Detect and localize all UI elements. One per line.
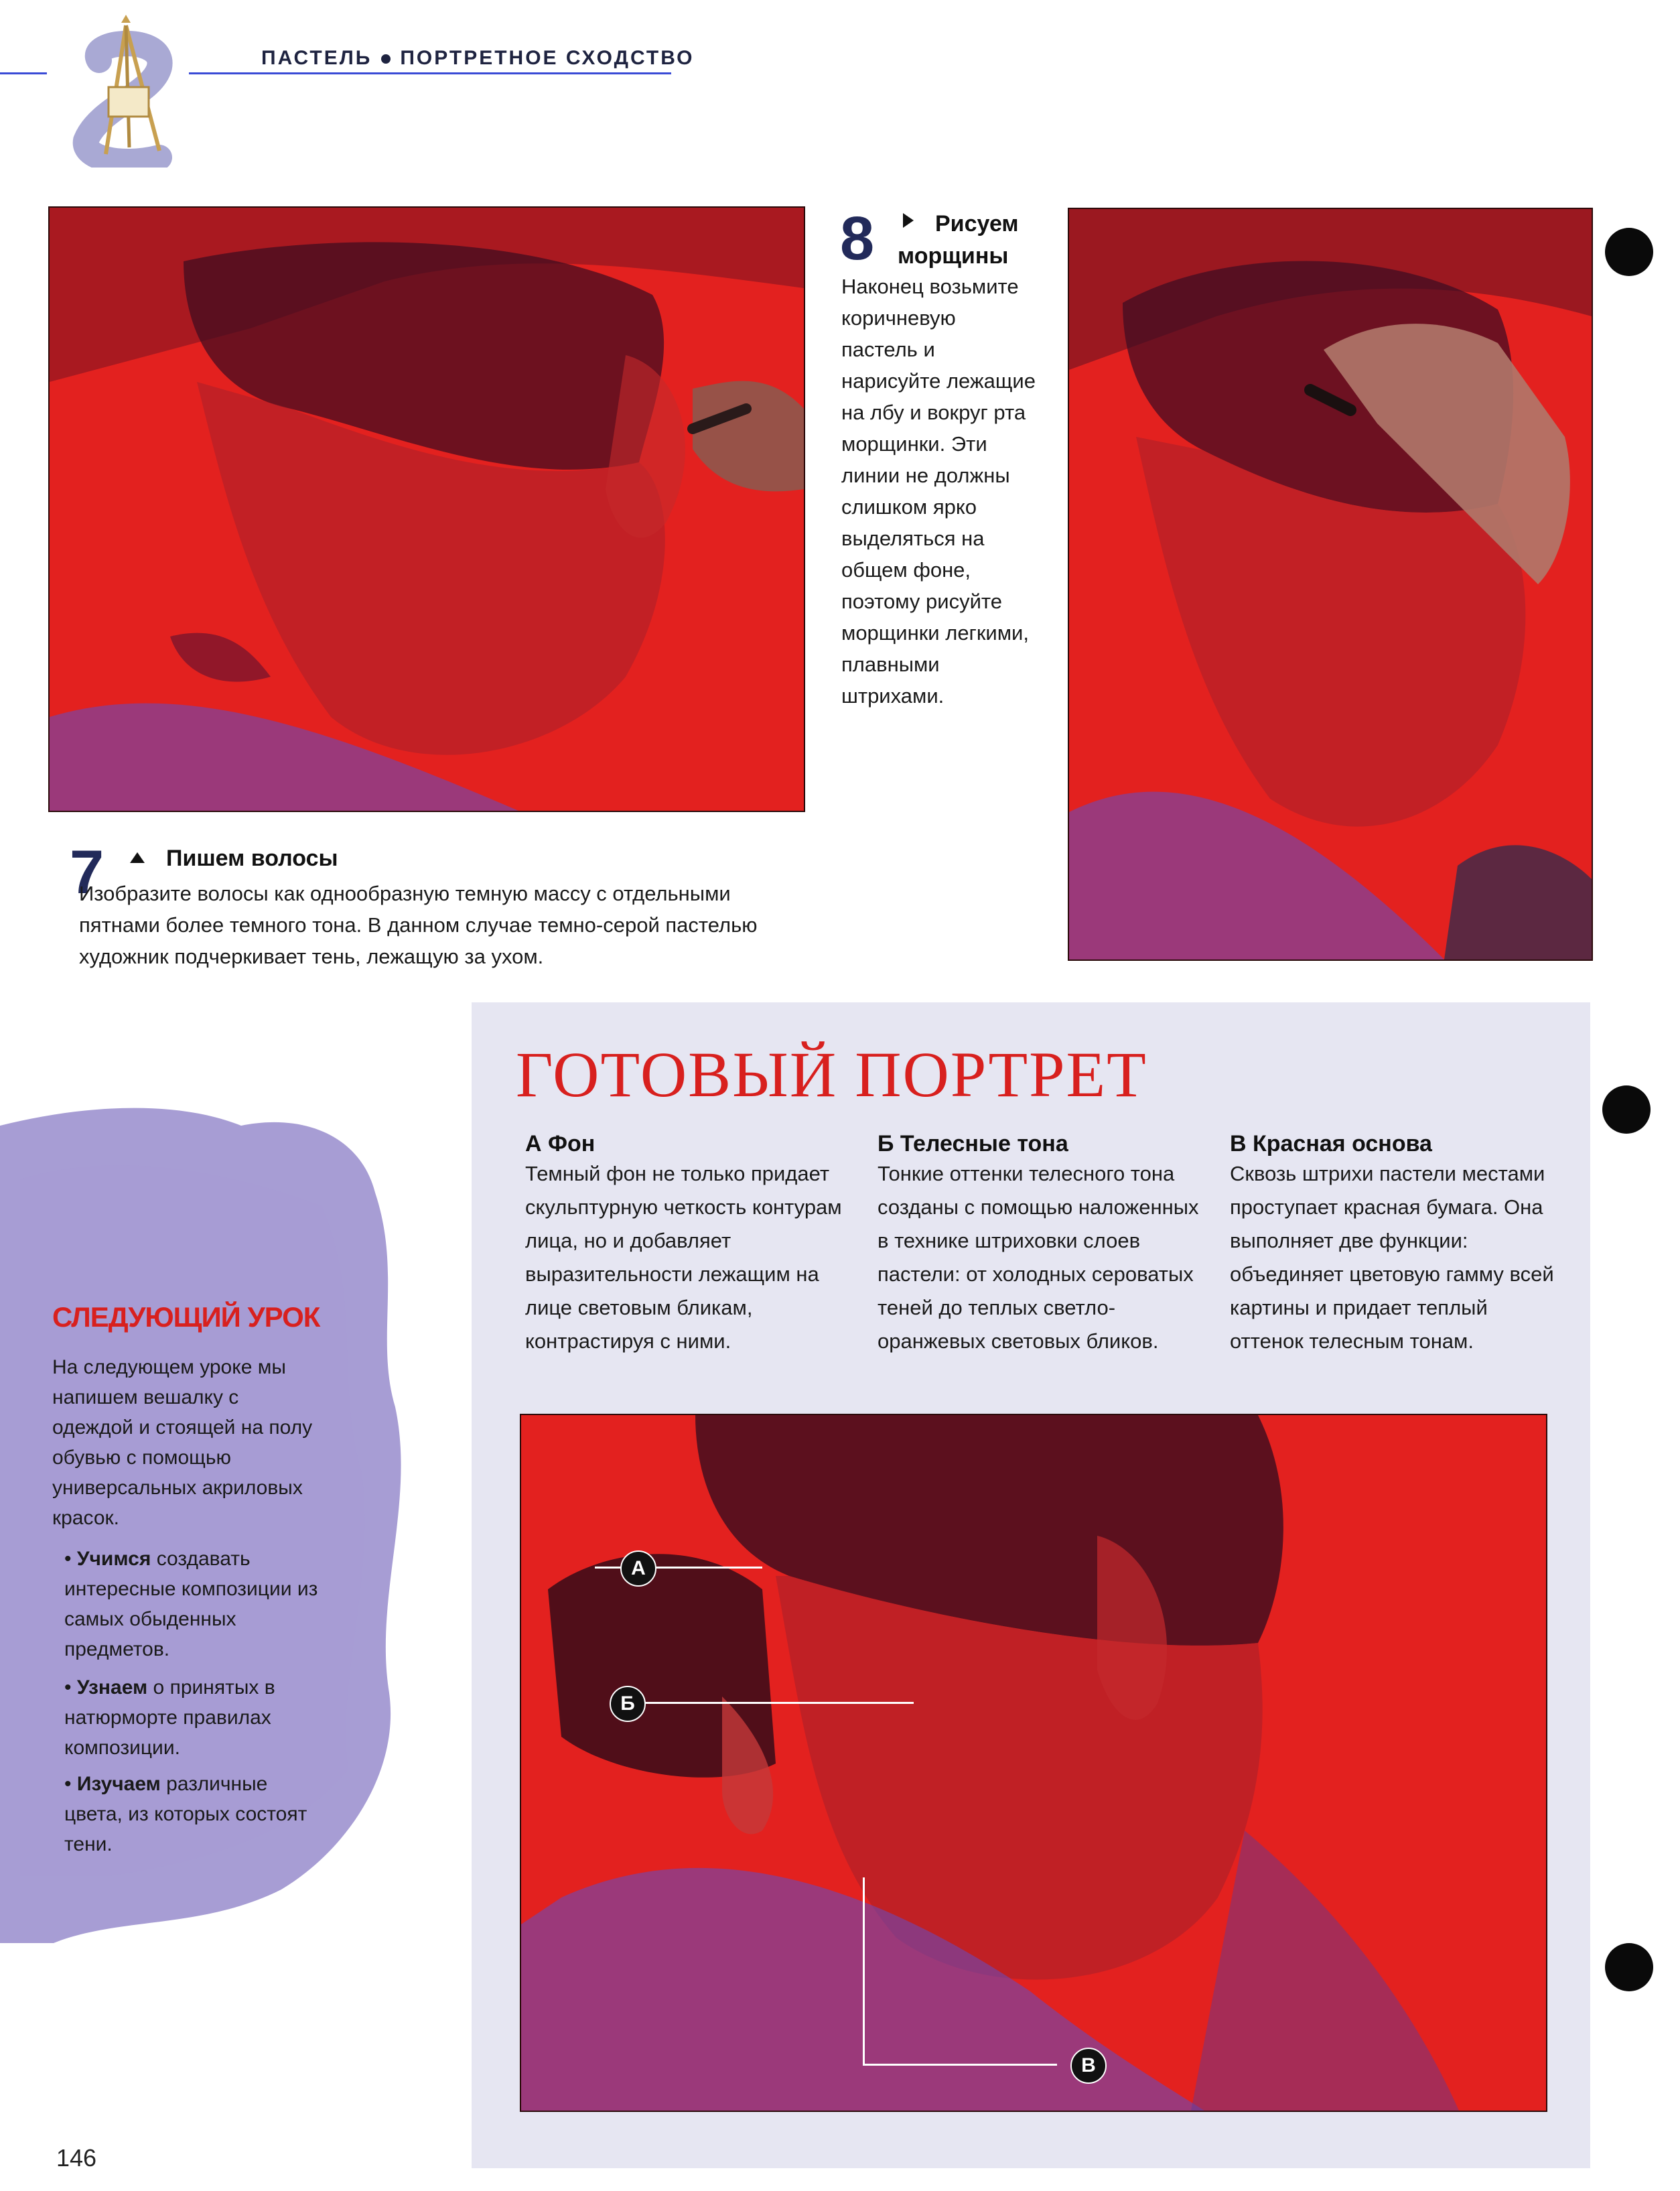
hole-punch-bottom xyxy=(1605,1943,1653,1991)
header-title-part1: ПАСТЕЛЬ xyxy=(261,47,372,69)
step-8-text: Наконец возьмите коричневую пастель и нарисуйте лежащие на лбу и вокруг рта морщинки. Эти линии не должны слишком ярко выделяться на общем фоне, поэтому рисуйте морщинки легкими, плавными штрихами. xyxy=(841,275,1036,708)
bullet-marker: • xyxy=(64,1676,77,1699)
artwork-final-portrait xyxy=(520,1414,1547,2112)
final-column-c xyxy=(1230,1131,1558,1358)
final-column-b xyxy=(878,1131,1212,1358)
leader-line-c-horizontal xyxy=(863,2064,1057,2066)
bullet-marker: • xyxy=(64,1773,77,1795)
column-b-text: Тонкие оттенки телесного тона созданы с помощью наложенных в технике штриховки слоев пастели: от холодных сероватых теней до теплых светло-оранжевых световых бликов. xyxy=(878,1162,1199,1353)
column-b-heading: Б Телесные тона xyxy=(878,1131,1068,1156)
next-lesson-intro: На следующем уроке мы напишем вешалку с одеждой и стоящей на полу обувью с помощью универсальных акриловых красок. xyxy=(52,1356,313,1529)
column-c-heading: В Красная основа xyxy=(1230,1131,1432,1156)
bullet-2-rest: о принятых в натюрморте правилах композиции. xyxy=(64,1676,275,1759)
easel-icon xyxy=(59,13,193,168)
section-badge xyxy=(59,13,193,168)
marker-c: В xyxy=(1070,2048,1107,2084)
leader-line-c-vertical xyxy=(863,1877,865,2065)
artwork-step-7 xyxy=(48,206,805,812)
column-a-heading: А Фон xyxy=(525,1131,596,1156)
step-7-heading: Пишем волосы xyxy=(166,846,338,871)
step-7-number: 7 xyxy=(70,838,104,907)
next-lesson-bullet-1 xyxy=(64,1544,319,1664)
running-header xyxy=(261,47,694,70)
column-a-text: Темный фон не только придает скульптурную четкость контурам лица, но и добавляет выразительности лежащим на лице световым бликам, контрастируя с ними. xyxy=(525,1162,842,1353)
header-rule-left xyxy=(0,72,47,74)
hole-punch-middle xyxy=(1602,1085,1651,1134)
artwork-step-8 xyxy=(1068,208,1593,961)
bullet-1-rest: создавать интересные композиции из самых обыденных предметов. xyxy=(64,1548,318,1660)
marker-a: А xyxy=(620,1550,656,1587)
step-8-number: 8 xyxy=(840,204,875,273)
leader-line-b xyxy=(642,1702,914,1704)
next-lesson-title: СЛЕДУЮЩИЙ УРОК xyxy=(52,1301,320,1333)
bullet-2-bold: Узнаем xyxy=(76,1676,148,1699)
column-c-text: Сквозь штрихи пастели местами проступает красная бумага. Она выполняет две функции: объединяет цветовую гамму всей картины и придает теплый оттенок телесным тонам. xyxy=(1230,1162,1554,1353)
bullet-marker: • xyxy=(64,1548,77,1570)
next-lesson-bullet-2 xyxy=(64,1672,319,1763)
step-7-text: Изобразите волосы как однообразную темную массу с отдельными пятнами более темного тона. В данном случае темно-серой пастелью художник подчеркивает тень, лежащую за ухом. xyxy=(79,882,758,968)
marker-b: Б xyxy=(610,1686,646,1722)
final-column-a xyxy=(525,1131,853,1358)
header-rule-right xyxy=(189,72,671,74)
page-number: 146 xyxy=(56,2144,97,2172)
triangle-up-icon xyxy=(130,852,145,863)
hole-punch-top xyxy=(1605,228,1653,276)
bullet-3-rest: различные цвета, из которых состоят тени. xyxy=(64,1773,307,1855)
step-8-heading: Рисуем морщины xyxy=(898,211,1019,269)
bullet-3-bold: Изучаем xyxy=(76,1773,161,1795)
final-title: ГОТОВЫЙ ПОРТРЕТ xyxy=(516,1039,1147,1110)
next-lesson-bullet-3 xyxy=(64,1769,319,1859)
header-title-part2: ПОРТРЕТНОЕ СХОДСТВО xyxy=(400,47,695,69)
bullet-1-bold: Учимся xyxy=(76,1548,151,1570)
header-separator-dot xyxy=(381,54,391,64)
